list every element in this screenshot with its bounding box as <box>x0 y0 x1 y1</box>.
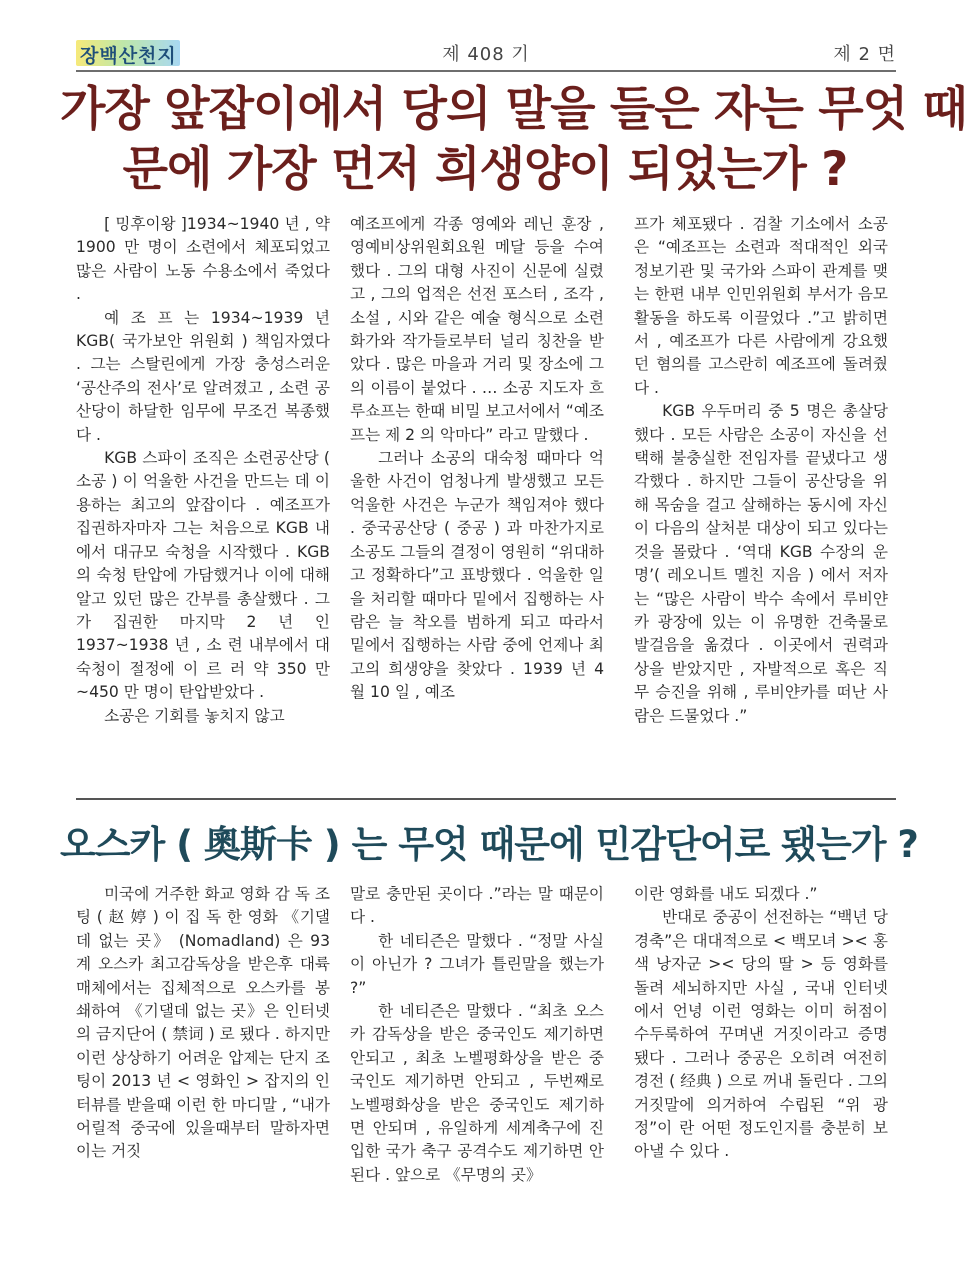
paragraph: 말로 충만된 곳이다 .”라는 말 때문이다 . <box>350 885 604 927</box>
article2-column-2 <box>350 883 604 1187</box>
section-divider <box>76 798 896 800</box>
paragraph: 그러나 소공의 대숙청 때마다 억울한 사건이 엄청나게 발생했고 모든 억울한 사건은 누군가 책임져야 했다 . 중국공산당 ( 중공 ) 과 마찬가지로 소공도 그들의 결정이 영원히 “위대하고 정확하다”고 표방했다 . 억울한 일을 처리할 때마다 밑에서 집행하는 사람은 늘 착오를 범하게 되고 따라서 밑에서 집행하는 사람 중에 언제나 최고의 희생양을 찾았다 . 1939 년 4 월 10 일 , 예조 <box>350 449 604 702</box>
paragraph: 예 조 프 는 1934~1939 년 KGB( 국가보안 위원회 ) 책임자였다 . 그는 스탈린에게 가장 충성스러운 ‘공산주의 전사’로 알려졌고 , 소련 공산당이 하달한 임무에 무조건 복종했다 . <box>76 308 330 444</box>
paragraph: 예조프에게 각종 영예와 레닌 훈장 , 영예비상위원회요원 메달 등을 수여했다 . 그의 대형 사진이 신문에 실렸고 , 그의 업적은 선전 포스터 , 조각 , 소설 , 시와 같은 예술 형식으로 소련 화가와 작가들로부터 널리 칭찬을 받았다 . 많은 마을과 거리 및 장소에 그의 이름이 붙었다 . … 소공 지도자 흐루쇼프는 한때 비밀 보고서에서 “예조프는 제 2 의 악마다” 라고 말했다 . <box>350 215 604 444</box>
paragraph: 미국에 거주한 화교 영화 감 독 조 팅 ( 赵 婷 ) 이 집 독 한 영화 《기댈데 없는 곳》 (Nomadland) 은 93 계 오스카 최고감독상을 받은후 대륙 매체에서는 집체적으로 오스카를 봉쇄하여 《기댈데 없는 곳》은 인터넷의 금지단어 ( 禁词 ) 로 됐다 . 하지만 이런 상상하기 어려운 압제는 단지 조팅이 2013 년 < 영화인 > 잡지의 인터뷰를 받을때 이런 한 마디말 , “내가 어릴적 중국에 있을때부터 말하자면 이는 거짓 <box>76 885 330 1161</box>
paragraph: KGB 우두머리 중 5 명은 총살당했다 . 모든 사람은 소공이 자신을 선택해 불충실한 전임자를 끝냈다고 생각했다 . 하지만 그들이 공산당을 위해 목숨을 걸고 살해하는 동시에 자신이 다음의 살처분 대상이 되고 있다는 것을 몰랐다 . ‘역대 KGB 수장의 운명’( 레오니트 멜친 지음 ) 에서 저자는 “많은 사람이 박수 속에서 루비얀카 광장에 있는 이 유명한 건축물로 발걸음을 옮겼다 . 이곳에서 권력과 상을 받았지만 , 자발적으로 혹은 직무 승진을 위해 , 루비얀카를 떠난 사람은 드물었다 .” <box>634 402 888 725</box>
paragraph: [ 밍후이왕 ]1934~1940 년 , 약 1900 만 명이 소련에서 체포되었고 많은 사람이 노동 수용소에서 죽었다 . <box>76 215 330 304</box>
article1-column-1 <box>76 213 330 728</box>
article1-column-2 <box>350 213 604 705</box>
page-number: 제 2 면 <box>833 44 896 65</box>
issue-number: 제 408 기 <box>442 44 530 65</box>
paragraph: 한 네티즌은 말했다 . “최초 오스카 감독상을 받은 중국인도 제기하면 안되고 , 최초 노벨평화상을 받은 중국인도 제기하면 안되고 , 두번째로 노벨평화상을 받은 중국인도 제기하면 안되며 , 유일하게 세계축구에 진입한 국가 축구 공격수도 제기하면 안된다 . 앞으로 《무명의 곳》 <box>350 1002 604 1184</box>
paragraph: 소공은 기회를 놓치지 않고 <box>104 706 285 725</box>
paragraph: 이란 영화를 내도 되겠다 .” <box>634 885 818 903</box>
article1-title-line2: 문에 가장 먼저 희생양이 되었는가 ? <box>122 142 848 197</box>
article2-title: 오스카 ( 奧斯卡 ) 는 무엇 때문에 민감단어로 됐는가 ? <box>60 823 918 866</box>
paragraph: 반대로 중공이 선전하는 “백년 당경축”은 대대적으로 < 백모녀 >< 홍색 낭자군 >< 당의 딸 > 등 영화를 돌려 세뇌하지만 사실 , 국내 인터넷에서 언녕 이런 영화는 이미 허점이 수두룩하여 꾸며낸 거짓이라고 증명됐다 . 그러나 중공은 오히려 여전히 경전 ( 经典 ) 으로 꺼내 돌린다 . 그의 거짓말에 의거하여 수립된 “위 광 정”이 란 어떤 정도인지를 충분히 보아낼 수 있다 . <box>634 908 888 1161</box>
header-divider <box>76 70 896 72</box>
article2-column-1 <box>76 883 330 1164</box>
article1-title <box>60 80 967 200</box>
article2-column-3 <box>634 883 888 1164</box>
page-header <box>76 38 896 70</box>
paragraph: 한 네티즌은 말했다 . “정말 사실이 아닌가 ? 그녀가 틀린말을 했는가 ?” <box>350 931 604 997</box>
article1-title-line1: 가장 앞잡이에서 당의 말을 들은 자는 무엇 때 <box>60 82 967 137</box>
logo-text: 장백산천지 <box>80 45 177 67</box>
paragraph: 프가 체포됐다 . 검찰 기소에서 소공은 “예조프는 소련과 적대적인 외국 정보기관 및 국가와 스파이 관계를 맺는 한편 내부 인민위원회 부서가 음모 활동을 하도록 이끌었다 .”고 밝히면서 , 예조프가 다른 사람에게 강요했던 혐의를 고스란히 예조프에 돌려줬다 . <box>634 215 888 397</box>
article1-column-3 <box>634 213 888 728</box>
paragraph: KGB 스파이 조직은 소련공산당 ( 소공 ) 이 억울한 사건을 만드는 데 이용하는 최고의 앞잡이다 . 예조프가 집권하자마자 그는 처음으로 KGB 내에서 대규모 숙청을 시작했다 . KGB 의 숙청 탄압에 가담했거나 이에 대해 알고 있던 많은 간부를 총살했다 . 그가 집권한 마지막 2 년 인 1937~1938 년 , 소 련 내부에서 대숙청이 절정에 이 르 러 약 350 만 ~450 만 명이 탄압받았다 . <box>76 449 330 702</box>
